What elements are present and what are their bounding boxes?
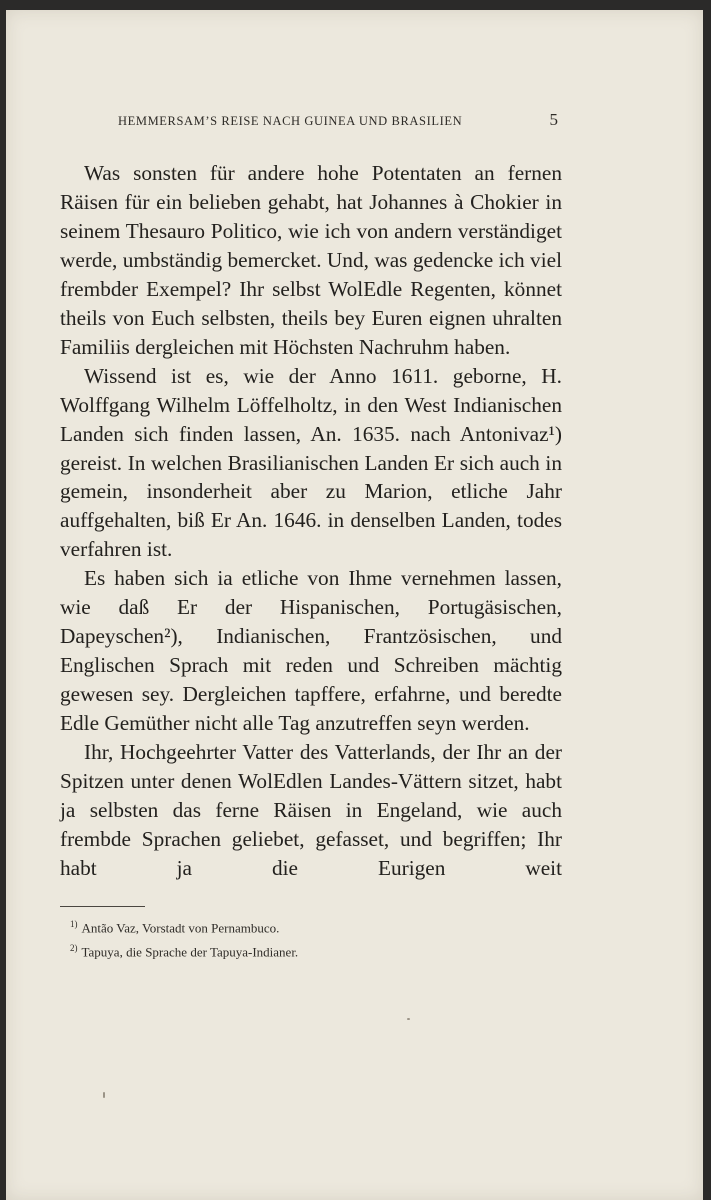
running-title: HEMMERSAM’S REISE NACH GUINEA UND BRASILIEN xyxy=(118,114,463,128)
footnote-mark: 2) xyxy=(70,943,78,954)
footnotes xyxy=(70,914,550,963)
footnote-text: Antão Vaz, Vorstadt von Pernambuco. xyxy=(81,920,280,936)
page-number: 5 xyxy=(549,110,558,129)
paper-speck xyxy=(103,1092,105,1098)
footnote xyxy=(70,938,550,962)
page-header xyxy=(118,112,568,130)
paper-speck xyxy=(407,1018,410,1020)
footnote xyxy=(70,914,550,938)
footnote-text: Tapuya, die Sprache der Tapuya-Indianer. xyxy=(81,944,299,960)
paragraph: Es haben sich ia etliche von Ihme vernehmen lassen, wie daß Er der Hispanischen, Portugäsischen, Dapeyschen²), Indianischen, Frantzösischen, und Englischen Sprach mit reden und Schreiben mächtig gewesen sey. Dergleichen tapffere, erfahrne, und beredte Edle Gemüther nicht alle Tag anzutreffen seyn werden. xyxy=(60,566,562,736)
paragraph: Ihr, Hochgeehrter Vatter des Vatterlands, der Ihr an der Spitzen unter denen WolEdlen Landes-Vättern sitzet, habt ja selbsten das ferne Räisen in Engeland, wie auch frembde Sprachen geliebet, gefasset, und begriffen; Ihr habt ja die Eurigen weit xyxy=(60,740,562,880)
footnote-mark: 1) xyxy=(70,919,78,929)
body-text xyxy=(60,159,562,883)
book-page xyxy=(6,10,703,1200)
footnote-divider xyxy=(60,906,145,907)
paragraph: Was sonsten für andere hohe Potentaten an fernen Räisen für ein belieben gehabt, hat Johannes à Chokier in seinem Thesauro Politico, wie ich von andern verständiget werde, umbständig bemercket. Und, was gedencke ich viel frembder Exempel? Ihr selbst WolEdle Regenten, könnet theils von Euch selbsten, theils bey Euren eignen uhralten Familiis dergleichen mit Höchsten Nachruhm haben. xyxy=(60,161,562,359)
paragraph: Wissend ist es, wie der Anno 1611. geborne, H. Wolffgang Wilhelm Löffelholtz, in den West Indianischen Landen sich finden lassen, An. 1635. nach Antonivaz¹) gereist. In welchen Brasilianischen Landen Er sich auch in gemein, insonderheit aber zu Marion, etliche Jahr auffgehalten, biß Er An. 1646. in denselben Landen, todes verfahren ist. xyxy=(60,363,562,562)
